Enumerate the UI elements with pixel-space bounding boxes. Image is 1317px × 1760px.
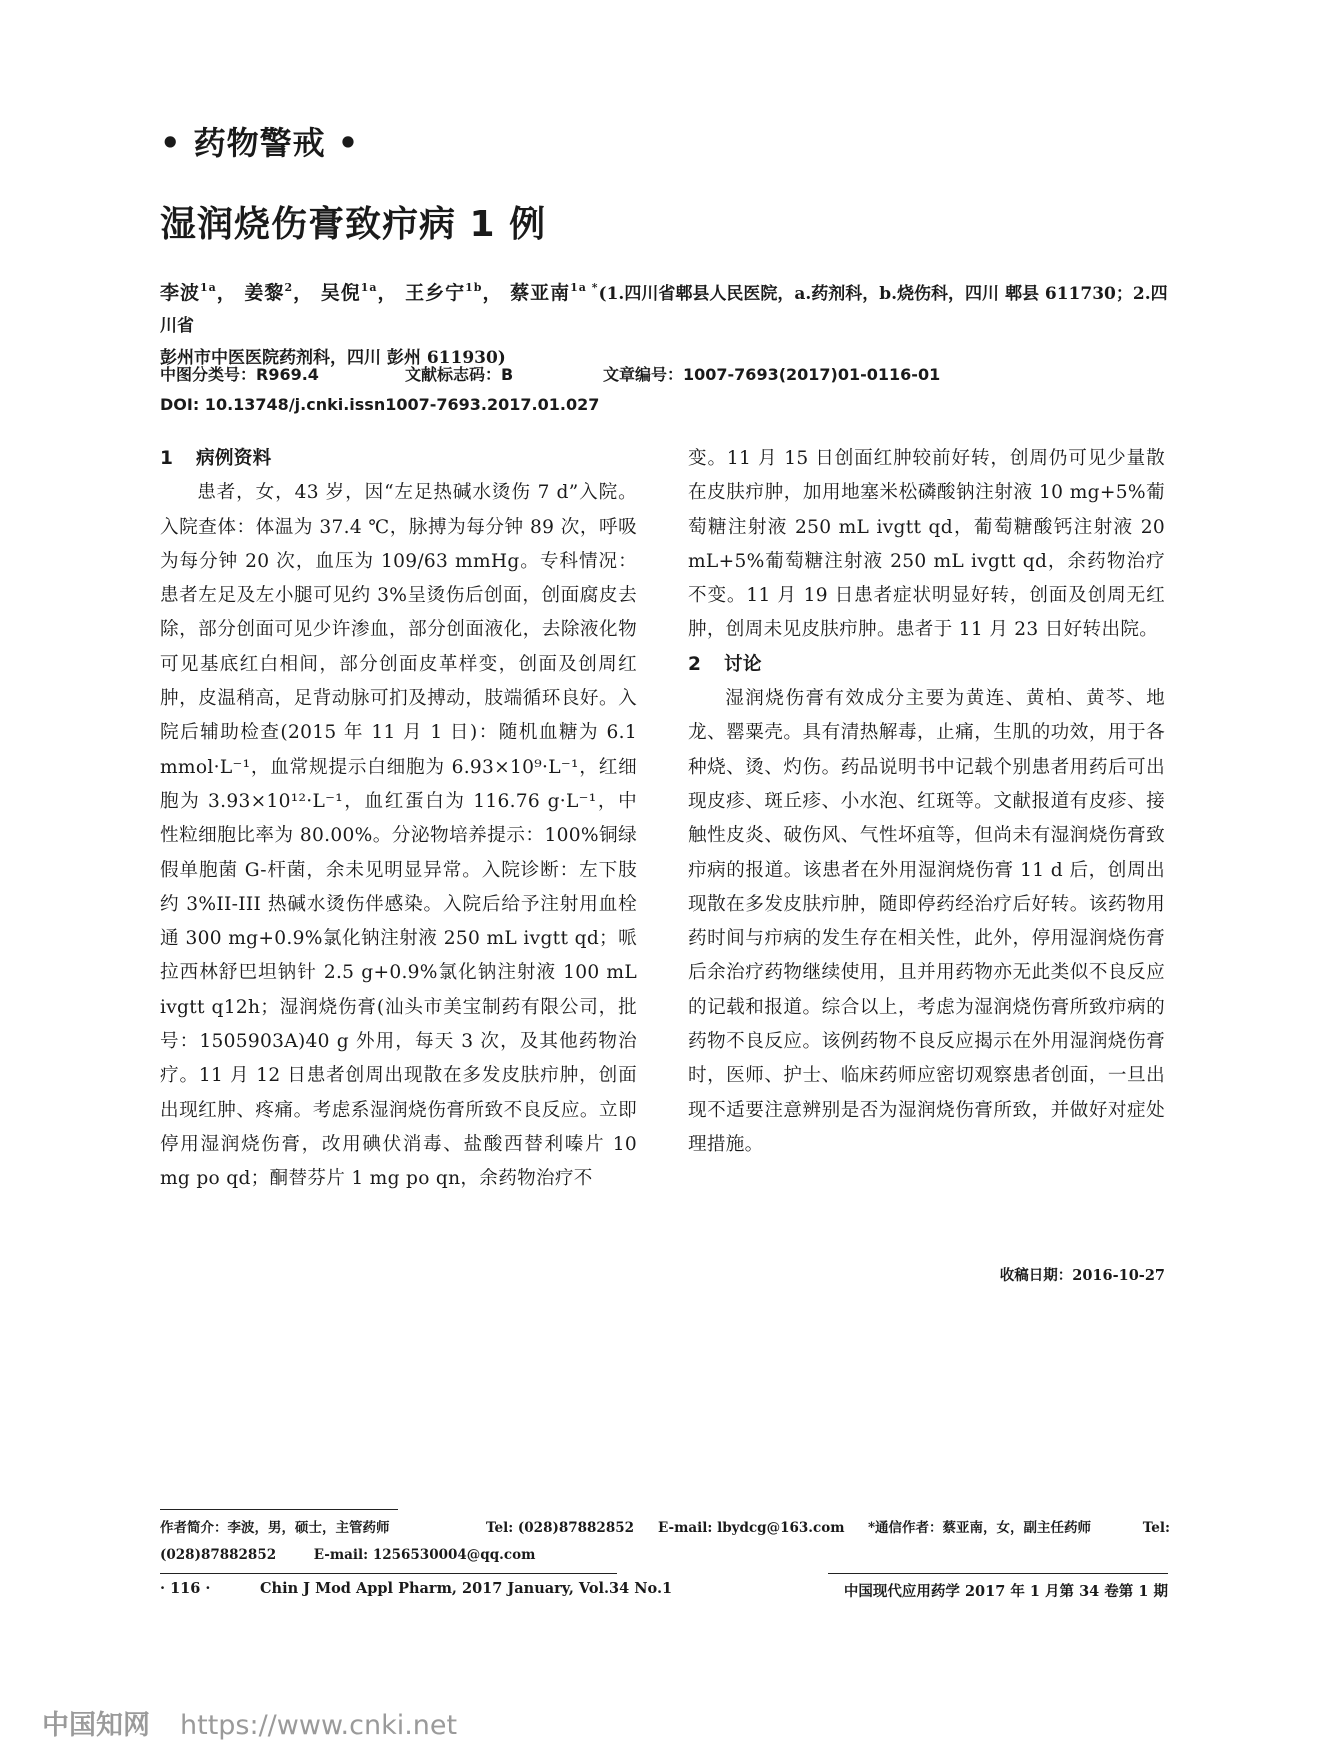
section-heading-case: 1 病例资料 — [160, 448, 272, 469]
author-superscript: 1b — [465, 281, 483, 294]
document-code: 文献标志码：B — [405, 365, 514, 384]
right-column — [688, 442, 1165, 1162]
article-title: 湿润烧伤膏致疖病 1 例 — [160, 204, 547, 245]
case-paragraph: 患者，女，43 岁，因“左足热碱水烫伤 7 d”入院。入院查体：体温为 37.4 ℃，脉搏为每分钟 89 次，呼吸为每分钟 20 次，血压为 109/63 mmHg。专科情况：患者左足及左小腿可见约 3%呈烫伤后创面，创面腐皮去除，部分创面可见少许渗血，部分创面液化，去除液化物可见基底红白相间，部分创面皮革样变，创面及创周红肿，皮温稍高，足背动脉可扪及搏动，肢端循环良好。入院后辅助检查(2015 年 11 月 1 日)：随机血糖为 6.1 mmol·L⁻¹，血常规提示白细胞为 6.93×10⁹·L⁻¹，红细胞为 3.93×10¹²·L⁻¹，血红蛋白为 116.76 g·L⁻¹，中性粒细胞比率为 80.00%。分泌物培养提示：100%铜绿假单胞菌 G-杆菌，余未见明显异常。入院诊断：左下肢约 3%II-III 热碱水烫伤伴感染。入院后给予注射用血栓通 300 mg+0.9%氯化钠注射液 250 mL ivgtt qd；哌拉西林舒巴坦钠针 2.5 g+0.9%氯化钠注射液 100 mL ivgtt q12h；湿润烧伤膏(汕头市美宝制药有限公司，批号：1505903A)40 g 外用，每天 3 次，及其他药物治疗。11 月 12 日患者创周出现散在多发皮肤疖肿，创面出现红肿、疼痛。考虑系湿润烧伤膏所致不良反应。立即停用湿润烧伤膏，改用碘伏消毒、盐酸西替利嗪片 10 mg po qd；酮替芬片 1 mg po qn，余药物治疗不 — [160, 482, 637, 1190]
author-intro: 作者简介：李波，男，硕士，主管药师 — [160, 1520, 390, 1536]
author-name: 姜黎 — [244, 282, 285, 304]
clc-number: 中图分类号：R969.4 — [160, 365, 319, 384]
author-names: 李波$^{1a}$， 姜黎$^2$， 吴倪$^{1a}$， 王乡宁$^{1b}$， 蔡亚南$^{1a *}$ — [160, 281, 599, 304]
case-continuation: 变。11 月 15 日创面红肿较前好转，创周仍可见少量散在皮肤疖肿，加用地塞米松磷酸钠注射液 10 mg+5%葡萄糖注射液 250 mL ivgtt qd，葡萄糖酸钙注射液 20 mL+5%葡萄糖注射液 250 mL ivgtt qd，余药物治疗不变。11 月 19 日患者症状明显好转，创面及创周无红肿，创周未见皮肤疖肿。患者于 11 月 23 日好转出院。 — [688, 448, 1165, 641]
cnki-logo: 中国知网 — [42, 1710, 150, 1741]
footnote — [160, 1515, 1170, 1569]
cnki-watermark — [42, 1703, 457, 1742]
author-name: 王乡宁 — [405, 282, 466, 304]
discussion-paragraph: 湿润烧伤膏有效成分主要为黄连、黄柏、黄芩、地龙、罂粟壳。具有清热解毒，止痛，生肌的功效，用于各种烧、烫、灼伤。药品说明书中记载个别患者用药后可出现皮疹、斑丘疹、小水泡、红斑等。文献报道有皮疹、接触性皮炎、破伤风、气性坏疽等，但尚未有湿润烧伤膏致疖病的报道。该患者在外用湿润烧伤膏 11 d 后，创周出现散在多发皮肤疖肿，随即停药经治疗后好转。该药物用药时间与疖病的发生存在相关性，此外，停用湿润烧伤膏后余治疗药物继续使用，且并用药物亦无此类似不良反应的记载和报道。综合以上，考虑为湿润烧伤膏所致疖病的药物不良反应。该例药物不良反应揭示在外用湿润烧伤膏时，医师、护士、临床药师应密切观察患者创面，一旦出现不适要注意辨别是否为湿润烧伤膏所致，并做好对症处理措施。 — [688, 688, 1165, 1155]
corresponding-tel: (028)87882852 — [160, 1547, 277, 1563]
footnote-divider — [160, 1509, 398, 1510]
author-superscript: 1a — [360, 281, 378, 294]
corresponding-tel-label: Tel: — [1142, 1520, 1170, 1536]
author-superscript: 1a * — [570, 281, 599, 294]
footer-divider-left — [160, 1573, 617, 1574]
author-superscript: 1a — [200, 281, 217, 294]
section-tag: • 药物警戒 • — [160, 124, 360, 162]
author-email: E-mail: lbydcg@163.com — [658, 1520, 845, 1536]
author-name: 吴倪 — [320, 282, 361, 304]
page-number: · 116 · — [160, 1580, 211, 1597]
cnki-url[interactable]: https://www.cnki.net — [180, 1710, 458, 1741]
affiliation-line-2: 彭州市中医医院药剂科，四川 彭州 611930) — [160, 348, 506, 368]
author-tel: Tel: (028)87882852 — [486, 1520, 634, 1536]
author-name: 李波 — [160, 282, 201, 304]
affiliation-line-1: (1.四川省郫县人民医院，a.药剂科，b.烧伤科，四川 郫县 611730；2.四川省 — [160, 284, 1168, 336]
article-meta — [160, 360, 1170, 420]
left-column — [160, 442, 637, 1197]
journal-citation-cn: 中国现代应用药学 2017 年 1 月第 34 卷第 1 期 — [843, 1583, 1168, 1600]
footer-divider-right — [828, 1573, 1168, 1574]
doi: DOI: 10.13748/j.cnki.issn1007-7693.2017.01.027 — [160, 395, 600, 414]
journal-citation-en: Chin J Mod Appl Pharm, 2017 January, Vol.34 No.1 — [260, 1580, 673, 1597]
section-heading-discussion: 2 讨论 — [688, 653, 762, 675]
corresponding-author: *通信作者：蔡亚南，女，副主任药师 — [868, 1520, 1092, 1536]
author-superscript: 2 — [284, 281, 294, 294]
author-name: 蔡亚南 — [510, 282, 571, 304]
corresponding-email: E-mail: 1256530004@qq.com — [313, 1547, 536, 1563]
received-date: 收稿日期：2016-10-27 — [999, 1267, 1165, 1284]
article-number: 文章编号：1007-7693(2017)01-0116-01 — [603, 365, 941, 384]
